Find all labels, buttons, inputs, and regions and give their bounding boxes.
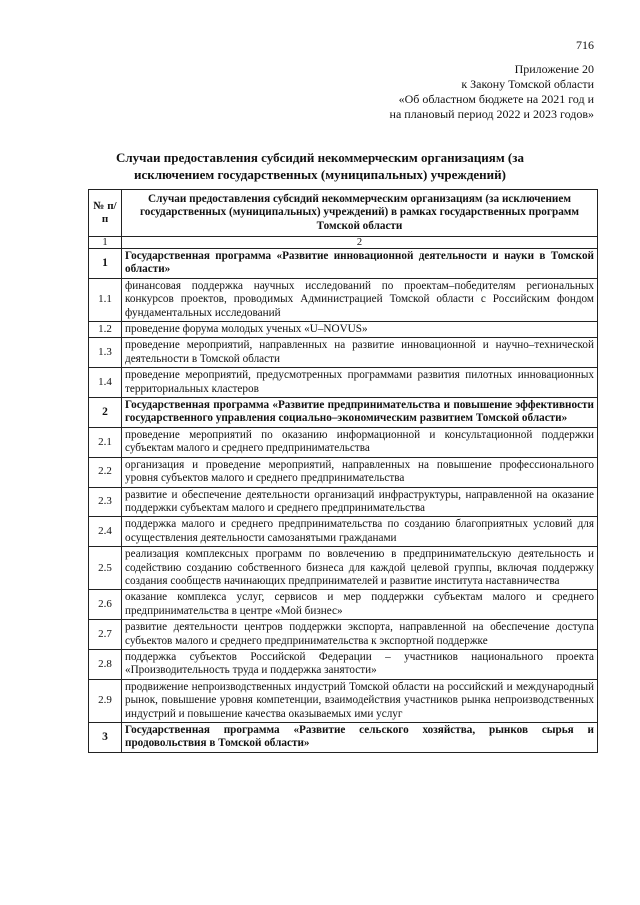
table-row	[89, 590, 598, 620]
case-description: развитие и обеспечение деятельности организаций инфраструктуры, направленной на оказание поддержки субъектам малого и среднего предпринимательства	[122, 487, 598, 517]
row-number: 2.5	[89, 547, 122, 590]
program-title: Государственная программа «Развитие предпринимательства и повышение эффективности государственного управления социально–экономическим развитием Томской области»	[122, 398, 598, 428]
table-row	[89, 487, 598, 517]
page-number: 716	[576, 38, 594, 52]
program-row	[89, 723, 598, 753]
appendix-line: «Об областном бюджете на 2021 год и	[398, 92, 594, 106]
table-row	[89, 278, 598, 321]
column-number: 1	[89, 237, 122, 249]
row-number: 2.1	[89, 427, 122, 457]
header-cases: Случаи предоставления субсидий некоммерческим организациям (за исключением государственных (муниципальных) учреждений) в рамках государственных программ Томской области	[122, 190, 598, 237]
row-number: 3	[89, 723, 122, 753]
row-number: 2	[89, 398, 122, 428]
case-description: поддержка субъектов Российской Федерации – участников национального проекта «Производительность труда и поддержка занятости»	[122, 649, 598, 679]
appendix-line: к Закону Томской области	[461, 77, 594, 91]
appendix-line: на плановый период 2022 и 2023 годов»	[389, 107, 594, 121]
table-body	[89, 249, 598, 753]
table-header-row	[89, 190, 598, 237]
case-description: проведение мероприятий, направленных на развитие инновационной и научно–технической деятельности в Томской области	[122, 338, 598, 368]
subsidy-cases-table	[88, 189, 598, 753]
case-description: проведение мероприятий, предусмотренных программами развития пилотных инновационных территориальных кластеров	[122, 368, 598, 398]
case-description: поддержка малого и среднего предпринимательства по созданию благоприятных условий для осуществления деятельности самозанятыми гражданами	[122, 517, 598, 547]
table-row	[89, 620, 598, 650]
row-number: 2.4	[89, 517, 122, 547]
program-title: Государственная программа «Развитие сельского хозяйства, рынков сырья и продовольствия в Томской области»	[122, 723, 598, 753]
table-row	[89, 457, 598, 487]
document-title: Случаи предоставления субсидий некоммерческим организациям (за исключением государственных (муниципальных) учреждений)	[116, 150, 524, 182]
case-description: проведение мероприятий по оказанию информационной и консультационной поддержки субъектам малого и среднего предпринимательства	[122, 427, 598, 457]
case-description: проведение форума молодых ученых «U–NOVUS»	[122, 322, 598, 338]
program-row	[89, 398, 598, 428]
case-description: оказание комплекса услуг, сервисов и мер поддержки субъектам малого и среднего предпринимательства в центре «Мой бизнес»	[122, 590, 598, 620]
row-number: 2.7	[89, 620, 122, 650]
table-row	[89, 547, 598, 590]
appendix-reference	[274, 62, 594, 122]
row-number: 2.9	[89, 679, 122, 722]
table-row	[89, 427, 598, 457]
table-row	[89, 368, 598, 398]
program-title: Государственная программа «Развитие инновационной деятельности и науки в Томской области»	[122, 249, 598, 279]
table-row	[89, 338, 598, 368]
table-row	[89, 679, 598, 722]
row-number: 2.3	[89, 487, 122, 517]
column-number-row	[89, 237, 598, 249]
row-number: 2.2	[89, 457, 122, 487]
column-number: 2	[122, 237, 598, 249]
row-number: 1.2	[89, 322, 122, 338]
case-description: организация и проведение мероприятий, направленных на повышение профессионального уровня субъектов малого и среднего предпринимательства	[122, 457, 598, 487]
header-number: № п/п	[89, 190, 122, 237]
appendix-line: Приложение 20	[514, 62, 594, 76]
row-number: 2.8	[89, 649, 122, 679]
case-description: финансовая поддержка научных исследований по проектам–победителям региональных конкурсов проектов, проводимых Администрацией Томской области с Российским фондом фундаментальных исследований	[122, 278, 598, 321]
row-number: 1.1	[89, 278, 122, 321]
row-number: 1.4	[89, 368, 122, 398]
table-row	[89, 322, 598, 338]
program-row	[89, 249, 598, 279]
case-description: развитие деятельности центров поддержки экспорта, направленной на обеспечение доступа субъектов малого и среднего предпринимательства к экспортной поддержке	[122, 620, 598, 650]
row-number: 1	[89, 249, 122, 279]
row-number: 2.6	[89, 590, 122, 620]
table-row	[89, 517, 598, 547]
table-row	[89, 649, 598, 679]
case-description: продвижение непроизводственных индустрий Томской области на российский и международный рынок, повышение уровня компетенции, взаимодействия участников рынка непроизводственных индустрий и повышение качества оказываемых ими услуг	[122, 679, 598, 722]
row-number: 1.3	[89, 338, 122, 368]
case-description: реализация комплексных программ по вовлечению в предпринимательскую деятельность и содействию созданию собственного бизнеса для каждой целевой группы, включая поддержку создания сообществ начинающих предпринимателей и развитие института наставничества	[122, 547, 598, 590]
